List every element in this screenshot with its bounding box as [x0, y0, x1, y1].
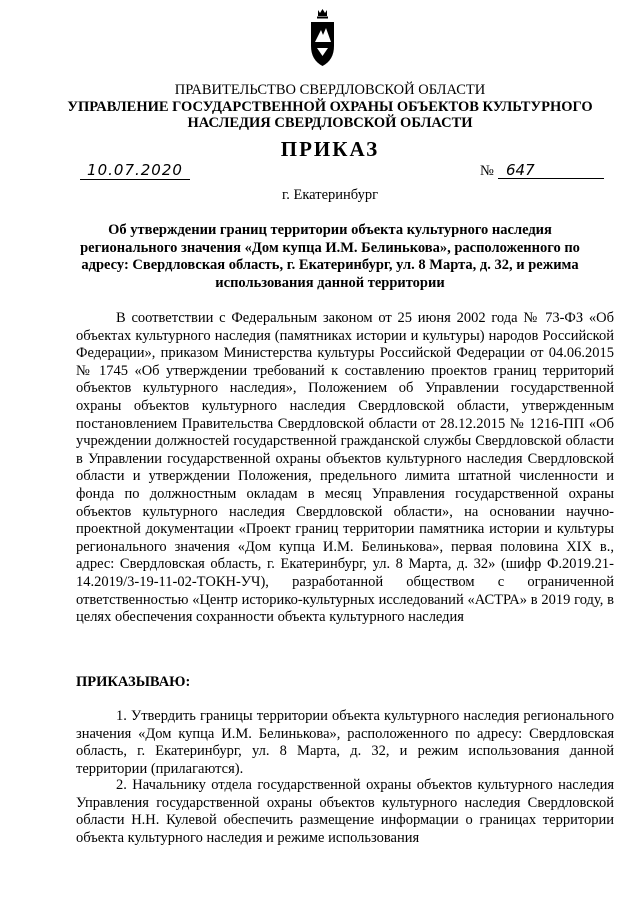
order-item-1: 1. Утвердить границы территории объекта культурного наследия регионального значения «Дом купца И.М. Белинькова», расположенного по адресу: Свердловская область, г. Екатеринбург, ул. 8 Марта, д. 32, и режим использования данной территории (прилагаются).: [76, 708, 614, 777]
city: г. Екатеринбург: [281, 187, 379, 203]
coat-of-arms-icon: [309, 8, 336, 68]
order-heading: ПРИКАЗЫВАЮ:: [76, 674, 191, 690]
number-label: №: [480, 163, 494, 179]
document-type: ПРИКАЗ: [280, 137, 380, 161]
preamble-paragraph: В соответствии с Федеральным законом от 25 июня 2002 года № 73-ФЗ «Об объектах культурного наследия (памятниках истории и культуры) народов Российской Федерации», приказом Министерства культуры Российской Федерации от 04.06.2015 № 1745 «Об утверждении требований к составлению проектов границ территорий объектов культурного наследия», Положением об Управлении государственной охраны объектов культурного наследия Свердловской области, утвержденным постановлением Правительства Свердловской области от 28.12.2015 № 1216-ПП «Об учреждении должностей государственной гражданской службы Свердловской области в Управлении государственной охраны объектов культурного наследия Свердловской области и утверждении Положения, предельного лимита штатной численности и фонда по должностным окладам в месяц Управления государственной охраны объектов культурного наследия Свердловской области», на основании научно-проектной документации «Проект границ территории памятника истории и культуры регионального значения «Дом купца И.М. Белинькова», первая половина XIX в., адрес: Свердловская область, г. Екатеринбург, ул. 8 Марта, д. 32» (шифр Ф.2019.21-14.2019/3-19-11-02-ТОКН-УЧ), разработанной обществом с ограниченной ответственностью «Центр историко-культурных исследований «АСТРА» в 2019 году, в целях обеспечения сохранности объекта культурного наследия: [76, 310, 614, 626]
document-number: 647: [498, 161, 604, 179]
document-subject: Об утверждении границ территории объекта культурного наследия регионального значения «Дом купца И.М. Белинькова», расположенного по адресу: Свердловская область, г. Екатеринбург, ул. 8 Марта, д. 32, и режима использования данной территории: [80, 222, 580, 291]
document-date: 10.07.2020: [80, 161, 190, 180]
order-item-2: 2. Начальнику отдела государственной охраны объектов культурного наследия Управления государственной охраны объектов культурного наследия Свердловской области Н.Н. Кулевой обеспечить размещение информации о границах территории объекта культурного наследия и режиме использования: [76, 777, 614, 846]
department-name: УПРАВЛЕНИЕ ГОСУДАРСТВЕННОЙ ОХРАНЫ ОБЪЕКТОВ КУЛЬТУРНОГО НАСЛЕДИЯ СВЕРДЛОВСКОЙ ОБЛАСТИ: [67, 99, 593, 131]
government-name: ПРАВИТЕЛЬСТВО СВЕРДЛОВСКОЙ ОБЛАСТИ: [174, 82, 486, 98]
